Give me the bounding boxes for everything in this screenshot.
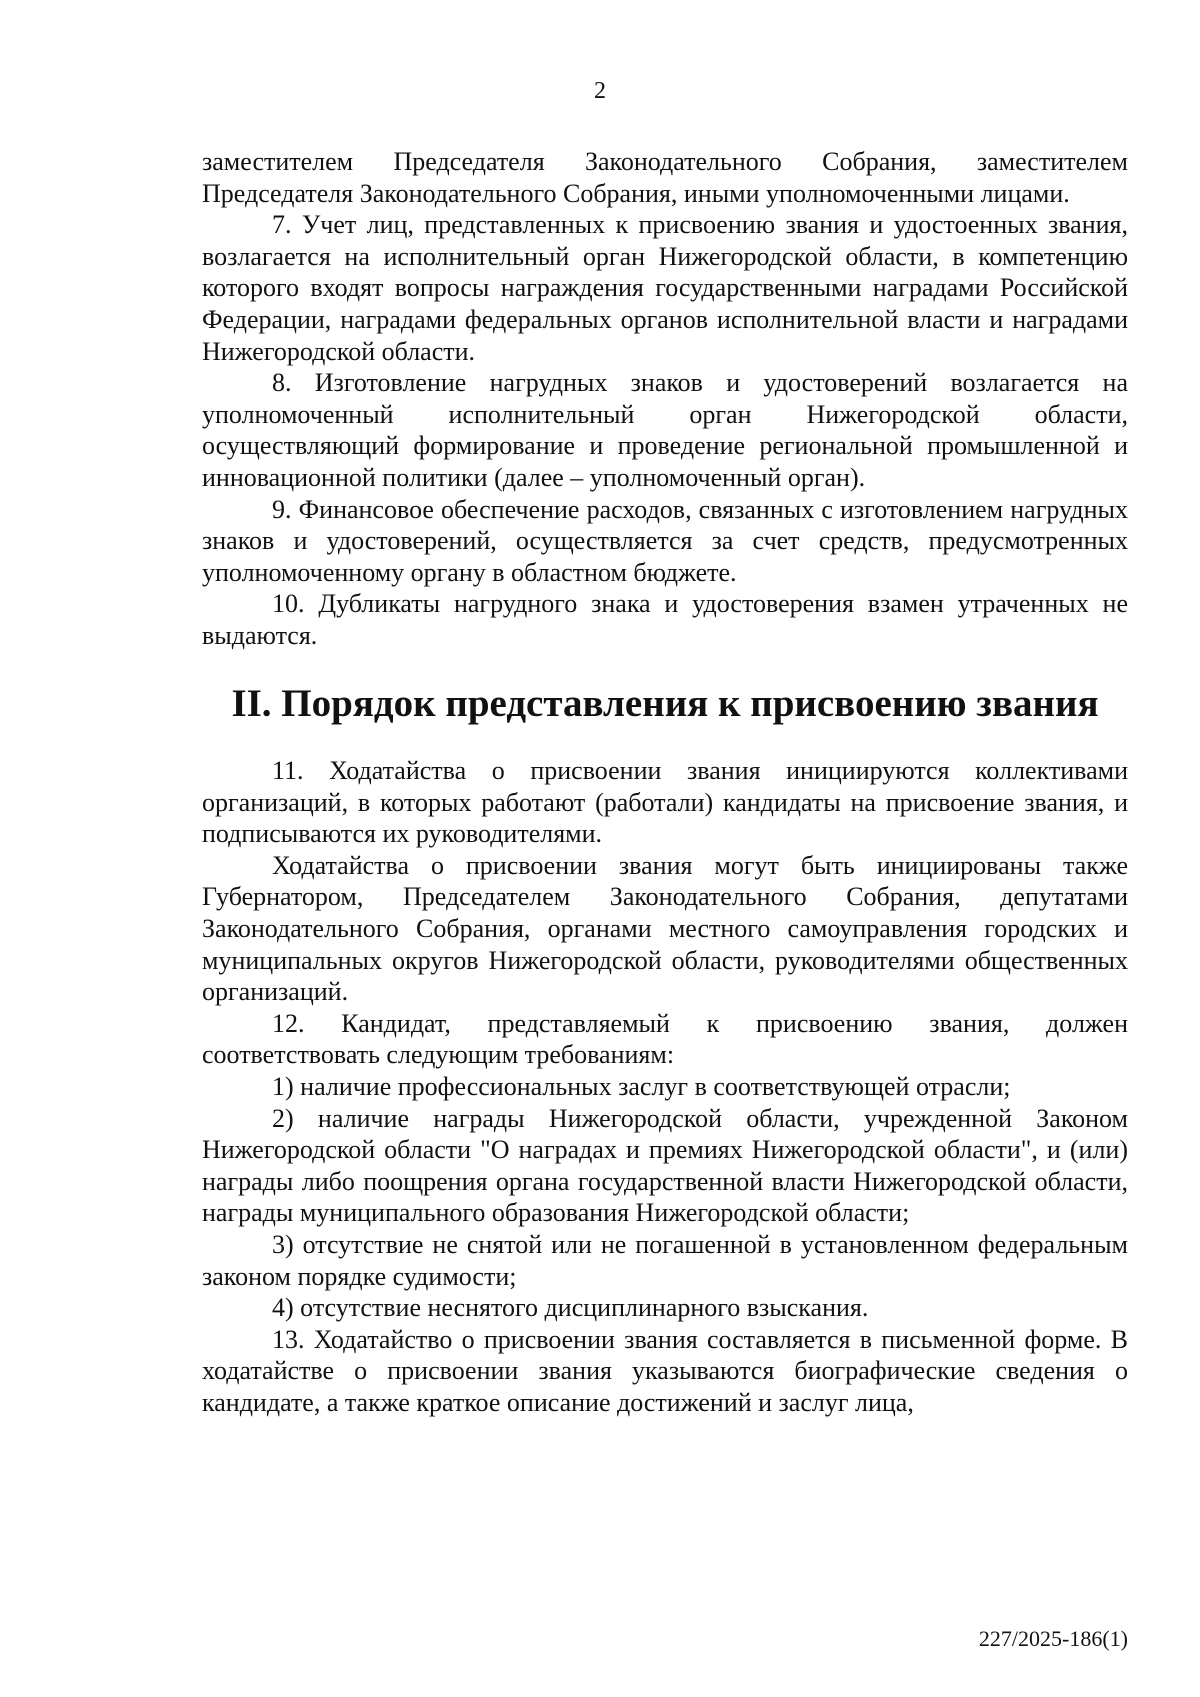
list-item: 3) отсутствие не снятой или не погашенной в установленном федеральным законом порядке судимости;	[202, 1230, 1128, 1291]
section-heading: II. Порядок представления к присвоению звания	[231, 681, 1099, 725]
list-item: 4) отсутствие неснятого дисциплинарного взыскания.	[272, 1293, 869, 1323]
paragraph: 13. Ходатайство о присвоении звания составляется в письменной форме. В ходатайстве о присвоении звания указываются биографические сведения о кандидате, а также краткое описание достижений и заслуг лица,	[202, 1324, 1128, 1417]
document-body	[202, 146, 1128, 1419]
paragraphs-top	[202, 146, 1128, 652]
paragraph: 7. Учет лиц, представленных к присвоению звания и удостоенных звания, возлагается на исполнительный орган Нижегородской области, в компетенцию которого входят вопросы награждения государственными наградами Российской Федерации, наградами федеральных органов исполнительной власти и наградами Нижегородской области.	[202, 210, 1128, 366]
list-item: 2) наличие награды Нижегородской области, учрежденной Законом Нижегородской области "О наградах и премиях Нижегородской области", и (или) награды либо поощрения органа государственной власти Нижегородской области, награды муниципального образования Нижегородской области;	[202, 1103, 1128, 1228]
document-code: 227/2025-186(1)	[978, 1626, 1128, 1651]
paragraph: 8. Изготовление нагрудных знаков и удостоверений возлагается на уполномоченный исполнительный орган Нижегородской области, осуществляющий формирование и проведение региональной промышленной и инновационной политики (далее – уполномоченный орган).	[202, 368, 1128, 492]
list-item: 1) наличие профессиональных заслуг в соответствующей отрасли;	[272, 1072, 1011, 1102]
paragraph: 10. Дубликаты нагрудного знака и удостоверения взамен утраченных не выдаются.	[202, 589, 1128, 650]
page-number: 2	[594, 78, 606, 104]
paragraph: 12. Кандидат, представляемый к присвоению звания, должен соответствовать следующим требованиям:	[202, 1008, 1128, 1070]
paragraph: 11. Ходатайства о присвоении звания инициируются коллективами организаций, в которых работают (работали) кандидаты на присвоение звания, и подписываются их руководителями.	[202, 756, 1128, 849]
paragraph: 9. Финансовое обеспечение расходов, связанных с изготовлением нагрудных знаков и удостоверений, осуществляется за счет средств, предусмотренных уполномоченному органу в областном бюджете.	[202, 494, 1128, 587]
paragraph: Ходатайства о присвоении звания могут быть инициированы также Губернатором, Председателем Законодательного Собрания, депутатами Законодательного Собрания, органами местного самоуправления городских и муниципальных округов Нижегородской области, руководителями общественных организаций.	[202, 850, 1128, 1007]
paragraphs-bottom	[202, 755, 1128, 1418]
paragraph: заместителем Председателя Законодательного Собрания, заместителем Председателя Законодательного Собрания, иными уполномоченными лицами.	[202, 147, 1128, 208]
